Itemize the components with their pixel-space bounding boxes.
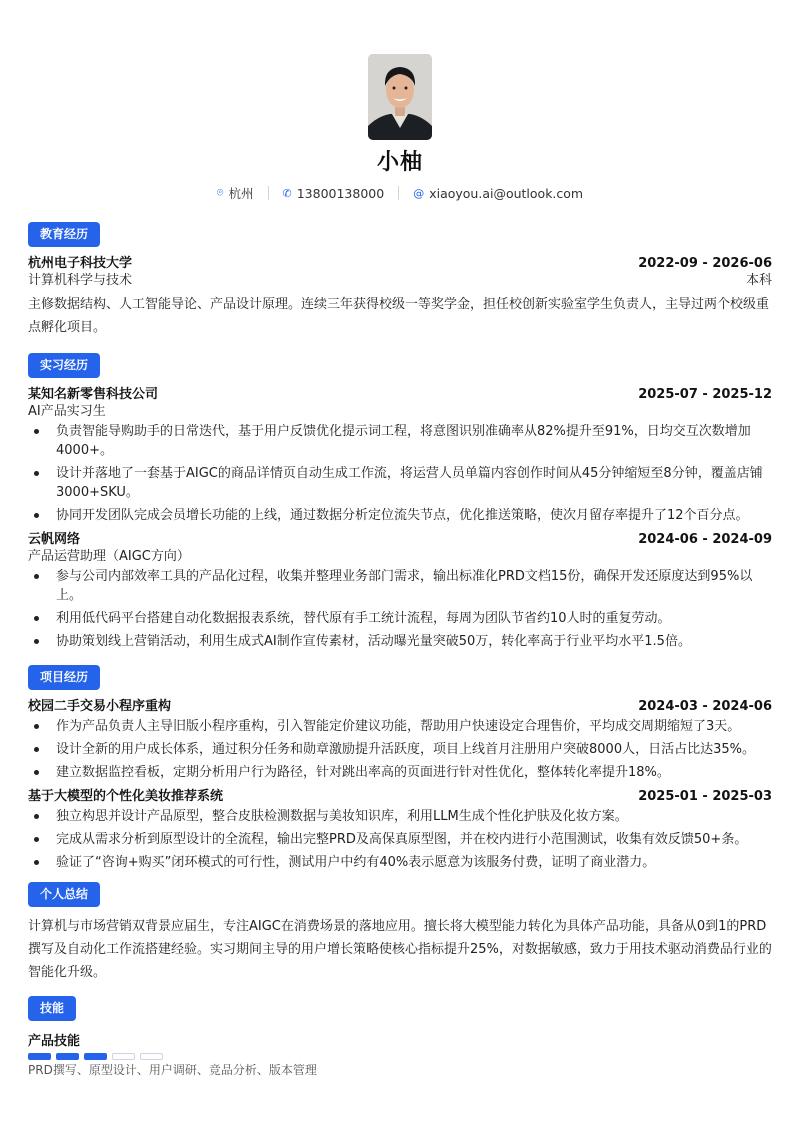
bullet-list <box>28 422 772 525</box>
project-name: 基于大模型的个性化美妆推荐系统 <box>28 789 224 804</box>
list-item: 完成从需求分析到原型设计的全流程，输出完整PRD及高保真原型图，并在校内进行小范围测试，收集有效反馈50+条。 <box>28 830 772 849</box>
contact-email[interactable] <box>413 186 583 201</box>
level-segment-filled <box>28 1053 51 1060</box>
location-icon: ⌾ <box>216 186 224 199</box>
internship-section <box>28 353 772 651</box>
project-entry <box>28 788 772 872</box>
list-item: 利用低代码平台搭建自动化数据报表系统，替代原有手工统计流程，每周为团队节省约10人时的重复劳动。 <box>28 609 772 628</box>
role: AI产品实习生 <box>28 404 106 419</box>
list-item: 验证了“咨询+购买”闭环模式的可行性，测试用户中约有40%表示愿意为该服务付费，证明了商业潜力。 <box>28 853 772 872</box>
education-entry <box>28 255 772 339</box>
project-section <box>28 665 772 872</box>
project-name: 校园二手交易小程序重构 <box>28 699 172 714</box>
level-segment-filled <box>56 1053 79 1060</box>
education-section <box>28 222 772 339</box>
list-item: 参与公司内部效率工具的产品化过程，收集并整理业务部门需求，输出标准化PRD文档15份，确保开发还原度达到95%以上。 <box>28 567 772 605</box>
list-item: 协同开发团队完成会员增长功能的上线，通过数据分析定位流失节点，优化推送策略，使次月留存率提升了12个百分点。 <box>28 506 772 525</box>
project-entry <box>28 698 772 782</box>
education-date: 2022-09 - 2026-06 <box>638 256 772 271</box>
skill-level-bar <box>28 1053 772 1060</box>
profile-photo <box>368 54 432 140</box>
phone-icon: ✆ <box>282 186 292 200</box>
section-badge-project: 项目经历 <box>28 665 100 690</box>
phone-text: 13800138000 <box>296 185 385 201</box>
bullet-list <box>28 717 772 782</box>
list-item: 建立数据监控看板，定期分析用户行为路径，针对跳出率高的页面进行针对性优化，整体转化率提升18%。 <box>28 763 772 782</box>
school-name: 杭州电子科技大学 <box>28 256 133 271</box>
bullet-list <box>28 567 772 651</box>
summary-section <box>28 882 772 984</box>
email-text[interactable]: xiaoyou.ai@outlook.com <box>429 185 584 201</box>
level-segment-empty <box>112 1053 135 1060</box>
list-item: 独立构思并设计产品原型，整合皮肤检测数据与美妆知识库，利用LLM生成个性化护肤及化妆方案。 <box>28 807 772 826</box>
internship-date: 2024-06 - 2024-09 <box>638 532 772 547</box>
contact-phone <box>283 186 385 201</box>
email-icon: @ <box>413 186 425 200</box>
list-item: 负责智能导购助手的日常迭代，基于用户反馈优化提示词工程，将意图识别准确率从82%提升至91%，日均交互次数增加4000+。 <box>28 422 772 460</box>
internship-entry <box>28 386 772 525</box>
candidate-name: 小柚 <box>376 150 423 175</box>
divider <box>398 186 399 200</box>
list-item: 设计全新的用户成长体系，通过积分任务和勋章激励提升活跃度，项目上线首月注册用户突破8000人，日活占比达35%。 <box>28 740 772 759</box>
section-badge-skills: 技能 <box>28 996 76 1021</box>
list-item: 设计并落地了一套基于AIGC的商品详情页自动生成工作流，将运营人员单篇内容创作时间从45分钟缩短至8分钟，覆盖店铺3000+SKU。 <box>28 464 772 502</box>
section-badge-education: 教育经历 <box>28 222 100 247</box>
location-text: 杭州 <box>228 186 254 201</box>
internship-entry <box>28 531 772 651</box>
skills-section <box>28 996 772 1077</box>
summary-text: 计算机与市场营销双背景应届生，专注AIGC在消费场景的落地应用。擅长将大模型能力转化为具体产品功能，具备从0到1的PRD撰写及自动化工作流搭建经验。实习期间主导的用户增长策略使核心指标提升25%，对数据敏感，致力于用技术驱动消费品行业的智能化升级。 <box>28 919 772 980</box>
list-item: 协助策划线上营销活动，利用生成式AI制作宣传素材，活动曝光量突破50万，转化率高于行业平均水平1.5倍。 <box>28 632 772 651</box>
skill-description: PRD撰写、原型设计、用户调研、竞品分析、版本管理 <box>28 1063 317 1077</box>
contact-location <box>217 184 254 202</box>
list-item: 作为产品负责人主导旧版小程序重构，引入智能定价建议功能，帮助用户快速设定合理售价，平均成交周期缩短了3天。 <box>28 717 772 736</box>
company-name: 云帆网络 <box>28 532 81 547</box>
project-date: 2025-01 - 2025-03 <box>638 789 772 804</box>
company-name: 某知名新零售科技公司 <box>28 387 159 402</box>
education-description: 主修数据结构、人工智能导论、产品设计原理。连续三年获得校级一等奖学金，担任校创新实验室学生负责人，主导过两个校级重点孵化项目。 <box>28 297 770 335</box>
role: 产品运营助理（AIGC方向） <box>28 549 190 564</box>
internship-date: 2025-07 - 2025-12 <box>638 387 772 402</box>
bullet-list <box>28 807 772 872</box>
resume-header <box>28 0 772 202</box>
project-date: 2024-03 - 2024-06 <box>638 699 772 714</box>
section-badge-summary: 个人总结 <box>28 882 100 907</box>
contact-info <box>28 184 772 202</box>
skill-name: 产品技能 <box>28 1034 81 1049</box>
level-segment-filled <box>84 1053 107 1060</box>
degree: 本科 <box>745 273 772 288</box>
major: 计算机科学与技术 <box>28 273 133 288</box>
divider <box>268 186 269 200</box>
section-badge-internship: 实习经历 <box>28 353 100 378</box>
level-segment-empty <box>140 1053 163 1060</box>
